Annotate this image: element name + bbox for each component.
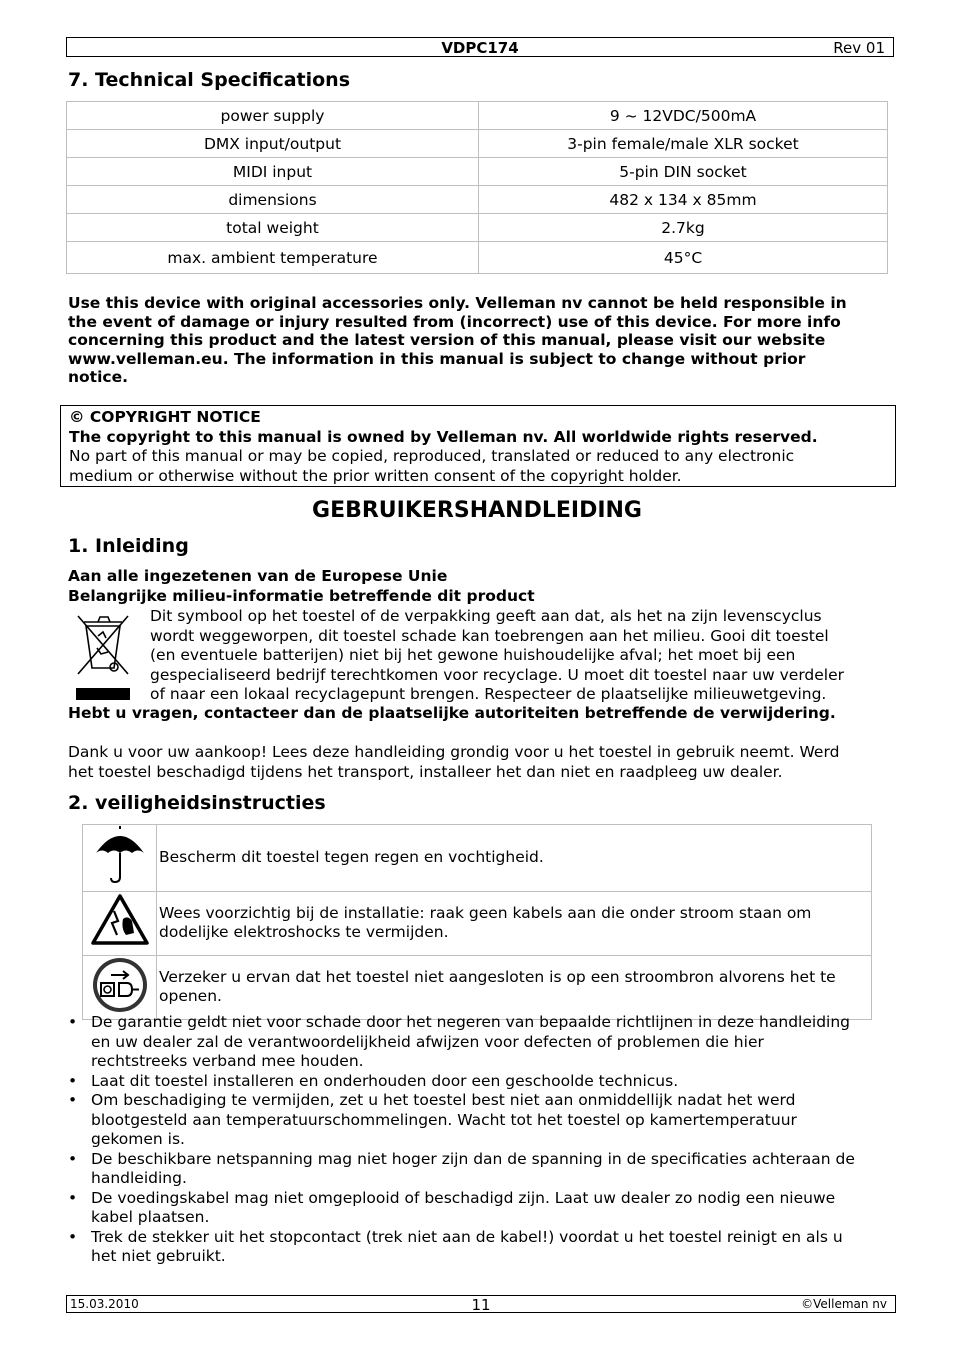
copyright-bold-line: The copyright to this manual is owned by Velleman nv. All worldwide rights reserved.	[69, 427, 818, 446]
weee-text	[150, 607, 890, 705]
safety-table	[82, 824, 872, 1020]
thanks-paragraph	[68, 743, 898, 782]
safety-bullet-list	[68, 1013, 888, 1267]
weee-line: gespecialiseerd bedrijf terechtkomen voor recyclage. U moet dit toestel naar uw verdeler	[150, 665, 845, 684]
bullet-line: rechtstreeks verband mee houden.	[91, 1052, 364, 1070]
bullet-dot: •	[68, 1071, 78, 1090]
bullet-dot: •	[68, 1091, 78, 1109]
table-row	[67, 186, 888, 214]
list-item	[68, 1228, 888, 1267]
bullet-dot: •	[68, 1188, 78, 1207]
notice-line: notice.	[68, 368, 128, 387]
list-item	[68, 1150, 888, 1189]
spec-value: 482 x 134 x 85mm	[479, 186, 888, 214]
bullet-line: handleiding.	[91, 1169, 187, 1187]
spec-value: 3-pin female/male XLR socket	[479, 130, 888, 158]
spec-value: 5-pin DIN socket	[479, 158, 888, 186]
list-item	[68, 1072, 888, 1092]
list-item	[68, 1189, 888, 1228]
main-title: GEBRUIKERSHANDLEIDING	[312, 498, 642, 523]
table-row	[67, 158, 888, 186]
thanks-line: Dank u voor uw aankoop! Lees deze handleiding grondig voor u het toestel in gebruik neemt. Werd	[68, 743, 840, 761]
footer-copyright: ©Velleman nv	[801, 1297, 887, 1311]
copyright-box	[60, 405, 896, 487]
safety-line: Wees voorzichtig bij de installatie: raak geen kabels aan die onder stroom staan om	[159, 903, 812, 922]
safety-line: openen.	[159, 987, 222, 1006]
page-header	[66, 37, 894, 57]
section-title-inleiding: 1. Inleiding	[68, 535, 189, 557]
bullet-line: gekomen is.	[91, 1130, 185, 1148]
bullet-dot: •	[68, 1013, 78, 1031]
bullet-line: Trek de stekker uit het stopcontact (trek niet aan de kabel!) voordat u het toestel reinigt en als u	[91, 1227, 843, 1246]
spec-label: dimensions	[67, 186, 479, 214]
page-number: 11	[471, 1296, 491, 1314]
disconnect-power-icon	[83, 955, 157, 1020]
spec-label: DMX input/output	[67, 130, 479, 158]
table-row	[67, 214, 888, 242]
table-row	[67, 102, 888, 130]
list-item	[68, 1091, 888, 1150]
bullet-line: Om beschadiging te vermijden, zet u het toestel best niet aan onmiddellijk nadat het werd	[91, 1091, 796, 1109]
weee-line: (en eventuele batterijen) niet bij het gewone huishoudelijke afval; het moet bij een	[150, 646, 796, 664]
table-row	[83, 955, 872, 1020]
umbrella-icon	[83, 825, 157, 892]
spec-title: 7. Technical Specifications	[68, 69, 351, 91]
safety-line: dodelijke elektroshocks te vermijden.	[159, 923, 449, 941]
environment-heading: Belangrijke milieu-informatie betreffende dit product	[68, 587, 535, 605]
bullet-line: en uw dealer zal de verantwoordelijkheid afwijzen voor defecten of problemen die hier	[91, 1032, 764, 1051]
bullet-line: De beschikbare netspanning mag niet hoger zijn dan de spanning in de specificaties achteraan de	[91, 1149, 855, 1168]
bullet-line: blootgesteld aan temperatuurschommelingen. Wacht tot het toestel op kamertemperatuur	[91, 1110, 797, 1129]
notice-line: www.velleman.eu. The information in this manual is subject to change without prior	[68, 349, 806, 368]
spec-value: 9 ~ 12VDC/500mA	[479, 102, 888, 130]
spec-label: power supply	[67, 102, 479, 130]
table-row	[83, 891, 872, 955]
spec-table	[66, 101, 888, 274]
usage-notice	[68, 294, 888, 387]
page-footer	[66, 1295, 896, 1313]
spec-label: max. ambient temperature	[67, 242, 479, 274]
weee-bin-icon	[70, 608, 136, 704]
spec-label: total weight	[67, 214, 479, 242]
list-item	[68, 1013, 888, 1072]
section-title-safety: 2. veiligheidsinstructies	[68, 792, 326, 814]
safety-text	[157, 825, 872, 892]
spec-label: MIDI input	[67, 158, 479, 186]
disposal-contact: Hebt u vragen, contacteer dan de plaatselijke autoriteiten betreffende de verwijdering.	[68, 704, 836, 722]
copyright-line: No part of this manual or may be copied, reproduced, translated or reduced to any electronic	[69, 447, 795, 465]
spec-value: 2.7kg	[479, 214, 888, 242]
safety-line: Bescherm dit toestel tegen regen en vochtigheid.	[159, 848, 544, 866]
copyright-line: medium or otherwise without the prior written consent of the copyright holder.	[69, 466, 682, 485]
bullet-line: De voedingskabel mag niet omgeplooid of beschadigd zijn. Laat uw dealer zo nodig een nieuwe	[91, 1188, 836, 1207]
copyright-title: © COPYRIGHT NOTICE	[69, 408, 261, 426]
weee-line: of naar een lokaal recyclagepunt brengen. Respecteer de plaatselijke milieuwetgeving.	[150, 685, 827, 703]
safety-text	[157, 891, 872, 955]
notice-line: concerning this product and the latest version of this manual, please visit our website	[68, 331, 826, 350]
electric-shock-warning-icon	[83, 891, 157, 955]
bullet-line: kabel plaatsen.	[91, 1208, 210, 1226]
footer-date: 15.03.2010	[70, 1297, 139, 1311]
notice-line: the event of damage or injury resulted from (incorrect) use of this device. For more info	[68, 312, 841, 331]
bullet-dot: •	[68, 1149, 78, 1168]
table-row	[83, 825, 872, 892]
model-name: VDPC174	[441, 39, 519, 57]
thanks-line: het toestel beschadigd tijdens het transport, installeer het dan niet en raadpleeg uw dealer.	[68, 762, 783, 781]
bullet-line: Laat dit toestel installeren en onderhouden door een geschoolde technicus.	[91, 1071, 679, 1090]
bullet-dot: •	[68, 1227, 78, 1246]
table-row	[67, 130, 888, 158]
safety-text	[157, 955, 872, 1020]
revision: Rev 01	[833, 39, 885, 57]
bullet-line: De garantie geldt niet voor schade door het negeren van bepaalde richtlijnen in deze handleiding	[91, 1013, 851, 1031]
bullet-line: het niet gebruikt.	[91, 1247, 226, 1265]
notice-line: Use this device with original accessories only. Velleman nv cannot be held responsible in	[68, 294, 847, 312]
table-row	[67, 242, 888, 274]
safety-line: Verzeker u ervan dat het toestel niet aangesloten is op een stroombron alvorens het te	[159, 967, 836, 986]
eu-heading: Aan alle ingezetenen van de Europese Unie	[68, 567, 448, 585]
weee-line: wordt weggeworpen, dit toestel schade kan toebrengen aan het milieu. Gooi dit toestel	[150, 626, 829, 645]
weee-line: Dit symbool op het toestel of de verpakking geeft aan dat, als het na zijn levenscyclus	[150, 607, 822, 625]
spec-value: 45°C	[479, 242, 888, 274]
